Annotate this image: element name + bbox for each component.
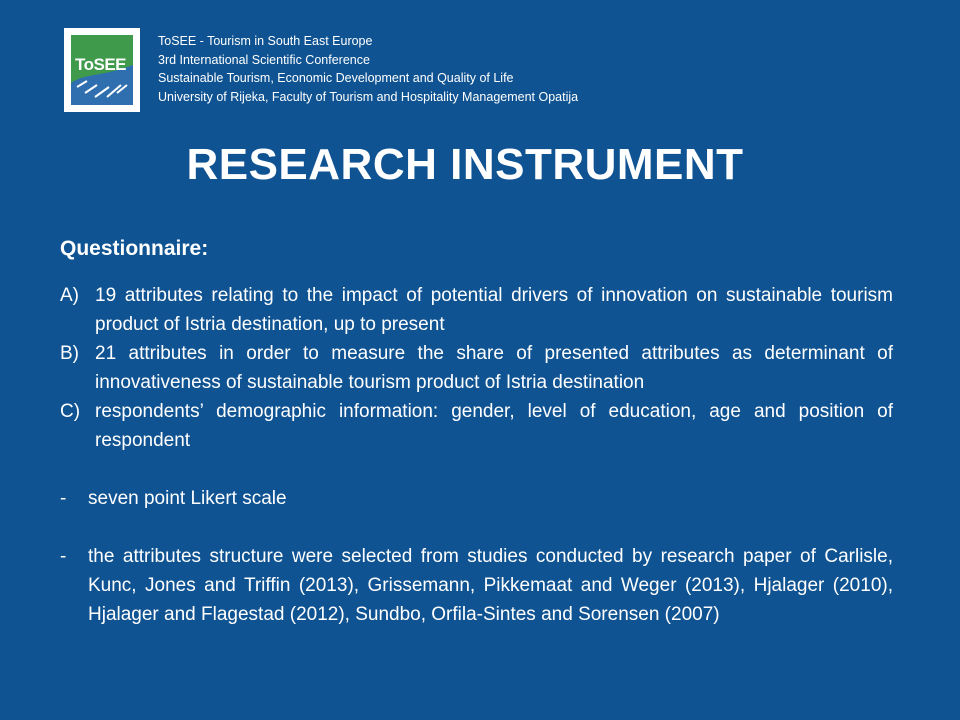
- slide-body: [60, 234, 893, 629]
- list-item: [60, 339, 893, 397]
- slide-title: RESEARCH INSTRUMENT: [186, 140, 744, 189]
- logo-stamp: [71, 35, 133, 105]
- section-heading: Questionnaire:: [60, 237, 209, 260]
- tosee-logo: [64, 28, 140, 112]
- bullet-dash: -: [60, 488, 67, 509]
- bullet-item: [60, 484, 893, 513]
- list-item: [60, 397, 893, 455]
- list-item-text: respondents’ demographic information: gender, level of education, age and position of respondent: [95, 401, 893, 451]
- list-item-text: 21 attributes in order to measure the share of presented attributes as determinant of innovativeness of sustainable tourism product of Istria destination: [95, 343, 893, 393]
- logo-text: ToSEE: [75, 55, 127, 74]
- bullet-text: seven point Likert scale: [88, 488, 287, 509]
- conference-line: ToSEE - Tourism in South East Europe: [158, 34, 373, 48]
- conference-line: Sustainable Tourism, Economic Development and Quality of Life: [158, 71, 514, 85]
- conference-line: 3rd International Scientific Conference: [158, 52, 370, 67]
- list-item: [60, 281, 893, 339]
- conference-info: [158, 32, 578, 106]
- bullet-item: [60, 542, 893, 629]
- list-item-text: 19 attributes relating to the impact of potential drivers of innovation on sustainable tourism product of Istria destination, up to present: [95, 285, 893, 335]
- bullet-text: the attributes structure were selected from studies conducted by research paper of Carlisle, Kunc, Jones and Triffin (2013), Grissemann, Pikkemaat and Weger (2013), Hjalager (2010), Hjalager and Flagestad (2012), Sundbo, Orfila-Sintes and Sorensen (2007): [88, 546, 893, 625]
- conference-line: University of Rijeka, Faculty of Tourism and Hospitality Management Opatija: [158, 89, 579, 104]
- list-item-label: C): [60, 401, 81, 422]
- list-item-label: B): [60, 343, 79, 364]
- list-item-label: A): [60, 285, 79, 306]
- bullet-dash: -: [60, 546, 67, 567]
